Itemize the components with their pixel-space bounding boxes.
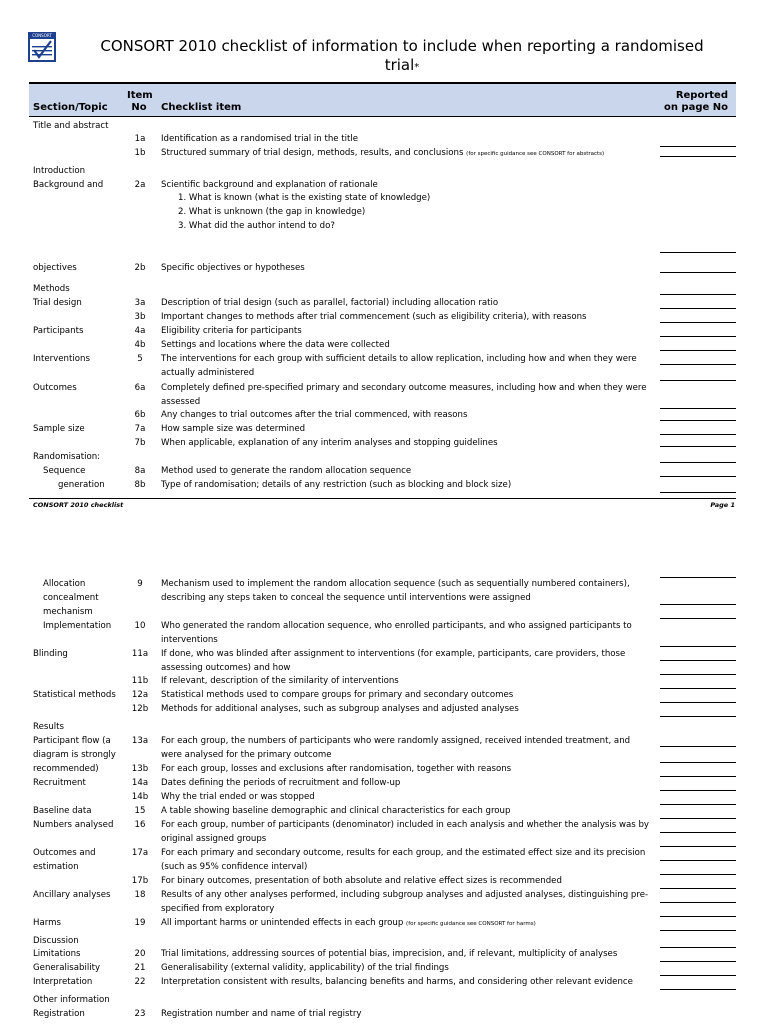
table-header bbox=[29, 82, 736, 117]
row-text: Registration number and name of trial registry bbox=[161, 1009, 362, 1019]
row-section: generation bbox=[58, 480, 105, 490]
row-item-number: 7b bbox=[134, 438, 146, 448]
row-item-number: 22 bbox=[134, 977, 146, 987]
row-text: Statistical methods used to compare groups for primary and secondary outcomes bbox=[161, 690, 514, 700]
title-line-2: trial bbox=[384, 56, 415, 74]
row-item-number: 13a bbox=[131, 736, 149, 746]
row-text: When applicable, explanation of any interim analyses and stopping guidelines bbox=[161, 438, 498, 448]
reported-page-field[interactable] bbox=[660, 832, 736, 833]
row-text: A table showing baseline demographic and clinical characteristics for each group bbox=[161, 806, 511, 816]
row-text: 3. What did the author intend to do? bbox=[178, 221, 335, 231]
row-text: For each group, number of participants (denominator) included in each analysis and whether the analysis was by original assigned groups bbox=[161, 820, 650, 844]
row-section: Generalisability bbox=[33, 963, 101, 973]
reported-page-field[interactable] bbox=[660, 350, 736, 351]
reported-page-field[interactable] bbox=[660, 446, 736, 447]
row-checklist-text bbox=[161, 947, 651, 961]
row-section: Randomisation: bbox=[33, 452, 101, 462]
reported-page-field[interactable] bbox=[660, 577, 736, 578]
row-section: Discussion bbox=[33, 936, 79, 946]
footer-right: Page 1 bbox=[710, 501, 735, 509]
row-section: Baseline data bbox=[33, 806, 92, 816]
row-section: Ancillary analyses bbox=[33, 890, 111, 900]
row-text: If relevant, description of the similarity of interventions bbox=[161, 676, 399, 686]
row-text: Completely defined pre-specified primary and secondary outcome measures, including how and when they were assessed bbox=[161, 383, 647, 407]
row-text: 2. What is unknown (the gap in knowledge) bbox=[178, 207, 366, 217]
row-checklist-text bbox=[161, 702, 651, 716]
row-item-number: 20 bbox=[134, 949, 146, 959]
reported-page-field[interactable] bbox=[660, 476, 736, 477]
row-item-number: 12a bbox=[131, 690, 149, 700]
row-checklist-text bbox=[161, 790, 651, 804]
row-guidance-note: (for specific guidance see CONSORT for harms) bbox=[406, 921, 536, 927]
row-checklist-text bbox=[161, 219, 651, 233]
row-section: Limitations bbox=[33, 949, 81, 959]
row-checklist-text bbox=[161, 846, 651, 874]
reported-page-field[interactable] bbox=[660, 462, 736, 463]
row-text: Results of any other analyses performed, including subgroup analyses and adjusted analyses, distinguishing pre-specified from exploratory bbox=[161, 890, 649, 914]
reported-page-field[interactable] bbox=[660, 408, 736, 409]
row-item-number: 13b bbox=[131, 764, 149, 774]
title-line-1: CONSORT 2010 checklist of information to include when reporting a randomised bbox=[100, 37, 704, 55]
reported-page-field[interactable] bbox=[660, 156, 736, 157]
row-item-number: 3a bbox=[134, 298, 146, 308]
header-reported-2: on page No bbox=[663, 102, 728, 113]
row-section: Methods bbox=[33, 284, 70, 294]
reported-page-field[interactable] bbox=[660, 746, 736, 747]
row-checklist-text bbox=[161, 734, 651, 762]
reported-page-field[interactable] bbox=[660, 888, 736, 889]
row-section: Registration bbox=[33, 1009, 85, 1019]
row-checklist-text bbox=[161, 146, 651, 161]
row-checklist-text bbox=[161, 191, 651, 205]
row-checklist-text bbox=[161, 408, 651, 422]
reported-page-field[interactable] bbox=[660, 674, 736, 675]
row-checklist-text bbox=[161, 422, 651, 436]
reported-page-field[interactable] bbox=[660, 762, 736, 763]
row-checklist-text bbox=[161, 478, 651, 492]
reported-page-field[interactable] bbox=[660, 975, 736, 976]
row-text: Any changes to trial outcomes after the trial commenced, with reasons bbox=[161, 410, 468, 420]
reported-page-field[interactable] bbox=[660, 646, 736, 647]
row-checklist-text bbox=[161, 888, 651, 916]
row-text: Methods for additional analyses, such as subgroup analyses and adjusted analyses bbox=[161, 704, 519, 714]
page-title bbox=[62, 37, 742, 77]
reported-page-field[interactable] bbox=[660, 989, 736, 990]
row-item-number: 9 bbox=[137, 579, 143, 589]
row-text: Trial limitations, addressing sources of potential bias, imprecision, and, if relevant, multiplicity of analyses bbox=[161, 949, 618, 959]
reported-page-field[interactable] bbox=[660, 790, 736, 791]
row-checklist-text bbox=[161, 818, 651, 846]
row-item-number: 6a bbox=[134, 383, 146, 393]
row-section: Allocation concealment mechanism bbox=[43, 579, 99, 617]
row-checklist-text bbox=[161, 804, 651, 818]
row-text: Description of trial design (such as parallel, factorial) including allocation ratio bbox=[161, 298, 499, 308]
reported-page-field[interactable] bbox=[660, 492, 736, 493]
row-item-number: 14a bbox=[131, 778, 149, 788]
row-checklist-text bbox=[161, 310, 651, 324]
row-item-number: 2a bbox=[134, 180, 146, 190]
reported-page-field[interactable] bbox=[660, 618, 736, 619]
row-section: Results bbox=[33, 722, 65, 732]
row-text: Mechanism used to implement the random allocation sequence (such as sequentially numbered containers), describing any steps taken to conceal the sequence until interventions were assigned bbox=[161, 579, 630, 603]
row-checklist-text bbox=[161, 436, 651, 450]
row-item-number: 7a bbox=[134, 424, 146, 434]
reported-page-field[interactable] bbox=[660, 272, 736, 273]
row-text: Settings and locations where the data were collected bbox=[161, 340, 390, 350]
reported-page-field[interactable] bbox=[660, 716, 736, 717]
reported-page-field[interactable] bbox=[660, 930, 736, 931]
row-section: Statistical methods bbox=[33, 690, 116, 700]
row-text: Who generated the random allocation sequence, who enrolled participants, and who assigned participants to interventions bbox=[161, 621, 632, 645]
row-section: Introduction bbox=[33, 166, 86, 176]
row-section: Title and abstract bbox=[33, 121, 109, 131]
consort-logo-icon bbox=[28, 32, 56, 62]
row-item-number: 5 bbox=[137, 354, 143, 364]
row-checklist-text bbox=[161, 776, 651, 790]
row-text: If done, who was blinded after assignment to interventions (for example, participants, care providers, those assessing outcomes) and how bbox=[161, 649, 626, 673]
row-section: Sequence bbox=[43, 466, 86, 476]
row-text: Type of randomisation; details of any restriction (such as blocking and block size) bbox=[161, 480, 512, 490]
row-section: Harms bbox=[33, 918, 61, 928]
row-checklist-text bbox=[161, 464, 651, 478]
row-item-number: 11b bbox=[131, 676, 149, 686]
row-item-number: 10 bbox=[134, 621, 146, 631]
reported-page-field[interactable] bbox=[660, 818, 736, 819]
row-item-number: 11a bbox=[131, 649, 149, 659]
reported-page-field[interactable] bbox=[660, 294, 736, 295]
row-text: The interventions for each group with sufficient details to allow replication, including how and when they were actually administered bbox=[161, 354, 637, 378]
row-item-number: 19 bbox=[134, 918, 146, 928]
row-item-number: 16 bbox=[134, 820, 146, 830]
row-section: Blinding bbox=[33, 649, 68, 659]
header-checklist: Checklist item bbox=[161, 102, 242, 113]
row-text: For each group, losses and exclusions after randomisation, together with reasons bbox=[161, 764, 512, 774]
row-item-number: 21 bbox=[134, 963, 146, 973]
row-text: 1. What is known (what is the existing state of knowledge) bbox=[178, 193, 431, 203]
row-section: Outcomes and estimation bbox=[33, 848, 96, 872]
row-item-number: 12b bbox=[131, 704, 149, 714]
row-checklist-text bbox=[161, 324, 651, 338]
row-text: For each group, the numbers of participants who were randomly assigned, received intended treatment, and were analysed for the primary outcome bbox=[161, 736, 631, 760]
row-section: Implementation bbox=[43, 621, 112, 631]
row-checklist-text bbox=[161, 1007, 651, 1021]
row-checklist-text bbox=[161, 577, 651, 605]
row-item-number: 8a bbox=[134, 466, 146, 476]
row-text: Important changes to methods after trial commencement (such as eligibility criteria), with reasons bbox=[161, 312, 587, 322]
row-item-number: 2b bbox=[134, 263, 146, 273]
row-item-number: 17b bbox=[131, 876, 149, 886]
row-text: Eligibility criteria for participants bbox=[161, 326, 302, 336]
reported-page-field[interactable] bbox=[660, 846, 736, 847]
reported-page-field[interactable] bbox=[660, 947, 736, 948]
row-item-number: 3b bbox=[134, 312, 146, 322]
reported-page-field[interactable] bbox=[660, 380, 736, 381]
header-item-1: Item bbox=[127, 90, 153, 101]
row-checklist-text bbox=[161, 762, 651, 776]
row-text: For binary outcomes, presentation of both absolute and relative effect sizes is recommended bbox=[161, 876, 562, 886]
row-text: Identification as a randomised trial in the title bbox=[161, 134, 359, 144]
reported-page-field[interactable] bbox=[660, 252, 736, 253]
row-section: Trial design bbox=[33, 298, 82, 308]
reported-page-field[interactable] bbox=[660, 434, 736, 435]
row-item-number: 17a bbox=[131, 848, 149, 858]
row-checklist-text bbox=[161, 975, 651, 989]
footer-left: CONSORT 2010 checklist bbox=[33, 501, 124, 509]
reported-page-field[interactable] bbox=[660, 308, 736, 309]
row-checklist-text bbox=[161, 352, 651, 380]
row-item-number: 23 bbox=[134, 1009, 146, 1019]
footer-rule bbox=[29, 498, 736, 499]
row-item-number: 1b bbox=[134, 148, 146, 158]
row-item-number: 4b bbox=[134, 340, 146, 350]
row-item-number: 14b bbox=[131, 792, 149, 802]
row-section: Interventions bbox=[33, 354, 90, 364]
row-section: Numbers analysed bbox=[33, 820, 114, 830]
row-checklist-text bbox=[161, 205, 651, 219]
row-section: Recruitment bbox=[33, 778, 86, 788]
row-text: How sample size was determined bbox=[161, 424, 306, 434]
row-checklist-text bbox=[161, 961, 651, 975]
reported-page-field[interactable] bbox=[660, 804, 736, 805]
row-guidance-note: (for specific guidance see CONSORT for abstracts) bbox=[466, 151, 605, 157]
reported-page-field[interactable] bbox=[660, 860, 736, 861]
reported-page-field[interactable] bbox=[660, 961, 736, 962]
row-checklist-text bbox=[161, 674, 651, 688]
row-text: Method used to generate the random allocation sequence bbox=[161, 466, 412, 476]
row-checklist-text bbox=[161, 381, 651, 409]
logo-text: CONSORT bbox=[32, 33, 52, 39]
row-text: Specific objectives or hypotheses bbox=[161, 263, 305, 273]
row-item-number: 15 bbox=[134, 806, 146, 816]
reported-page-field[interactable] bbox=[660, 902, 736, 903]
row-item-number: 18 bbox=[134, 890, 146, 900]
header-item-2: No bbox=[131, 102, 147, 113]
row-section: Sample size bbox=[33, 424, 85, 434]
row-item-number: 6b bbox=[134, 410, 146, 420]
row-text: All important harms or unintended effects in each group bbox=[161, 918, 404, 928]
row-text: Interpretation consistent with results, balancing benefits and harms, and considering other relevant evidence bbox=[161, 977, 633, 987]
row-checklist-text bbox=[161, 619, 651, 647]
row-item-number: 4a bbox=[134, 326, 146, 336]
row-section: Background and bbox=[33, 180, 104, 190]
row-section: Participants bbox=[33, 326, 84, 336]
row-section: Other information bbox=[33, 995, 110, 1005]
row-text: Structured summary of trial design, methods, results, and conclusions bbox=[161, 148, 464, 158]
reported-page-field[interactable] bbox=[660, 776, 736, 777]
reported-page-field[interactable] bbox=[660, 336, 736, 337]
reported-page-field[interactable] bbox=[660, 660, 736, 661]
row-text: For each primary and secondary outcome, results for each group, and the estimated effect size and its precision (such as 95% confidence interval) bbox=[161, 848, 646, 872]
row-checklist-text bbox=[161, 874, 651, 888]
row-text: Generalisability (external validity, applicability) of the trial findings bbox=[161, 963, 449, 973]
row-section: Interpretation bbox=[33, 977, 93, 987]
reported-page-field[interactable] bbox=[660, 688, 736, 689]
row-text: Dates defining the periods of recruitment and follow-up bbox=[161, 778, 401, 788]
reported-page-field[interactable] bbox=[660, 364, 736, 365]
title-asterisk: * bbox=[414, 62, 420, 73]
header-section: Section/Topic bbox=[33, 102, 108, 113]
row-checklist-text bbox=[161, 296, 651, 310]
row-item-number: 8b bbox=[134, 480, 146, 490]
reported-page-field[interactable] bbox=[660, 916, 736, 917]
row-text: Why the trial ended or was stopped bbox=[161, 792, 315, 802]
reported-page-field[interactable] bbox=[660, 874, 736, 875]
row-text: Scientific background and explanation of rationale bbox=[161, 180, 378, 190]
reported-page-field[interactable] bbox=[660, 146, 736, 147]
row-checklist-text bbox=[161, 261, 651, 275]
header-reported-1: Reported bbox=[675, 90, 728, 101]
row-section: objectives bbox=[33, 263, 77, 273]
reported-page-field[interactable] bbox=[660, 604, 736, 605]
row-checklist-text bbox=[161, 132, 651, 146]
row-checklist-text bbox=[161, 916, 651, 931]
row-checklist-text bbox=[161, 338, 651, 352]
row-section: Outcomes bbox=[33, 383, 77, 393]
reported-page-field[interactable] bbox=[660, 420, 736, 421]
reported-page-field[interactable] bbox=[660, 322, 736, 323]
reported-page-field[interactable] bbox=[660, 702, 736, 703]
row-checklist-text bbox=[161, 688, 651, 702]
row-item-number: 1a bbox=[134, 134, 146, 144]
row-section: Participant flow (a diagram is strongly recommended) bbox=[33, 736, 116, 774]
row-checklist-text bbox=[161, 178, 651, 192]
row-checklist-text bbox=[161, 647, 651, 675]
